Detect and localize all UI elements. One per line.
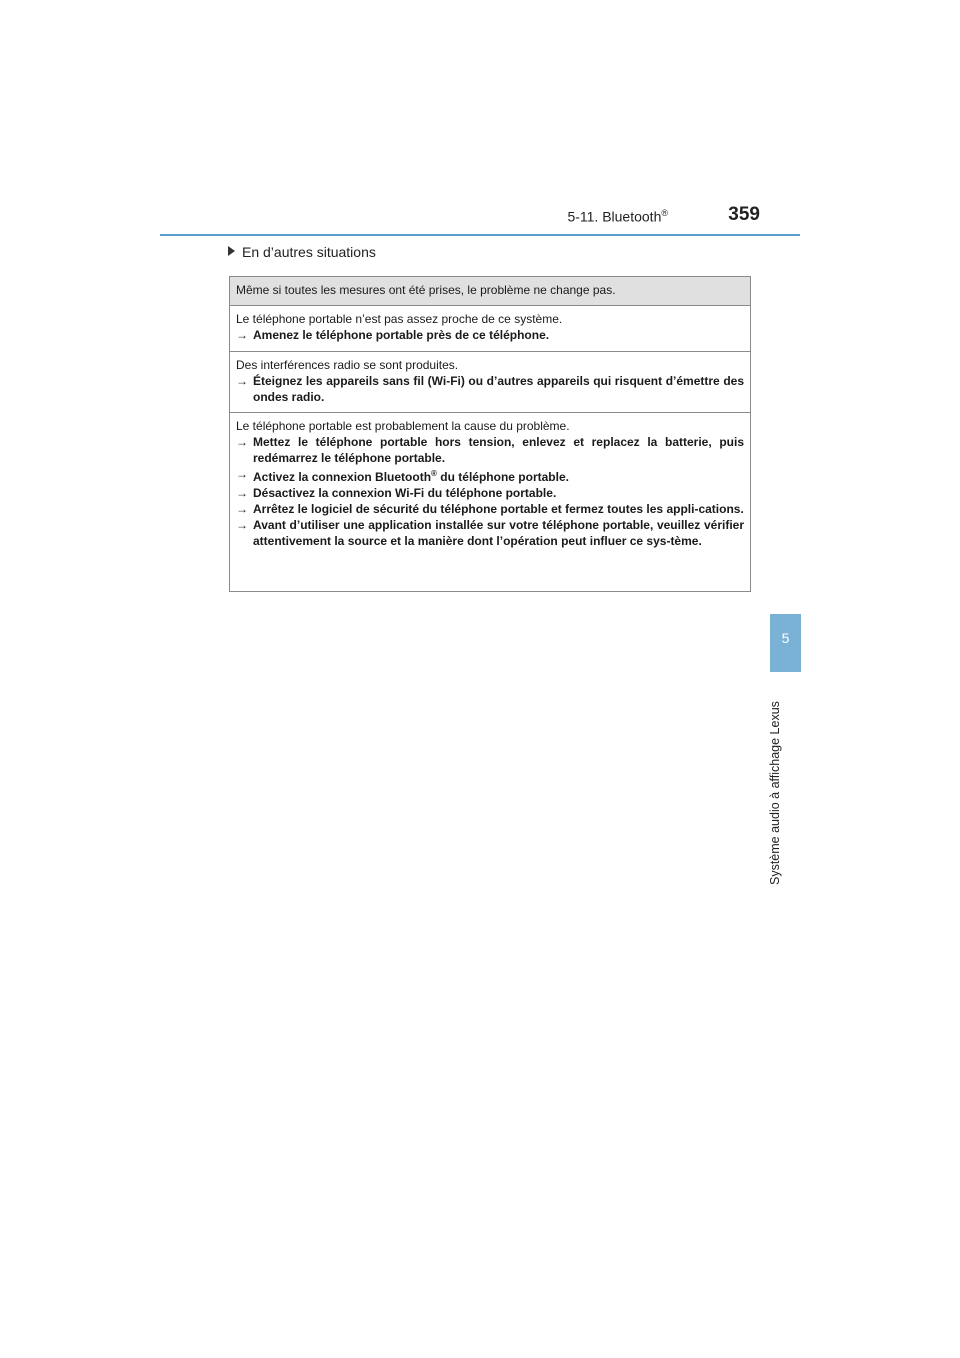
chapter-label: Système audio à affichage Lexus	[768, 701, 782, 885]
action-text: Arrêtez le logiciel de sécurité du téléphone portable et fermez toutes les appli-cations.	[253, 502, 744, 516]
table-row	[230, 413, 750, 591]
action-item	[236, 466, 744, 485]
cause-text: Le téléphone portable est probablement la cause du problème.	[236, 419, 570, 433]
arrow-icon: →	[236, 374, 248, 388]
arrow-icon: →	[236, 328, 248, 342]
action-item	[236, 485, 744, 501]
table-row	[230, 306, 750, 352]
section-title: 5-11. Bluetooth®	[567, 208, 668, 225]
cause-text: Le téléphone portable n’est pas assez proche de ce système.	[236, 312, 563, 326]
action-text: Amenez le téléphone portable près de ce téléphone.	[253, 328, 550, 342]
action-text: Désactivez la connexion Wi-Fi du téléphone portable.	[253, 486, 557, 500]
action-item	[236, 517, 744, 549]
action-text: Éteignez les appareils sans fil (Wi-Fi) ou d’autres appareils qui risquent d’émettre des ondes radio.	[253, 374, 744, 404]
action-text: Avant d’utiliser une application installée sur votre téléphone portable, veuillez vérifier attentivement la source et la manière dont l’opération peut influer ce sys-tème.	[253, 518, 744, 548]
action-item	[236, 327, 744, 343]
table-row	[230, 352, 750, 413]
arrow-icon: →	[236, 502, 248, 516]
action-text: Activez la connexion Bluetooth® du téléphone portable.	[253, 469, 569, 484]
arrow-icon: →	[236, 486, 248, 500]
page-header	[160, 200, 800, 236]
action-item	[236, 434, 744, 466]
troubleshooting-table	[229, 276, 751, 592]
arrow-icon: →	[236, 467, 248, 481]
action-item	[236, 501, 744, 517]
registered-mark: ®	[661, 208, 668, 218]
arrow-icon: →	[236, 518, 248, 532]
arrow-icon: →	[236, 435, 248, 449]
action-text: Mettez le téléphone portable hors tension, enlevez et replacez la batterie, puis redémarrez le téléphone portable.	[253, 435, 744, 465]
cause-text: Des interférences radio se sont produites.	[236, 358, 459, 372]
subheading-text: En d’autres situations	[242, 244, 376, 260]
page-number: 359	[728, 204, 760, 225]
table-header: Même si toutes les mesures ont été prises, le problème ne change pas.	[230, 277, 750, 306]
action-item	[236, 373, 744, 405]
registered-mark: ®	[431, 469, 437, 478]
triangle-bullet-icon	[228, 246, 235, 256]
chapter-tab: 5	[770, 614, 801, 672]
subheading	[228, 244, 376, 260]
